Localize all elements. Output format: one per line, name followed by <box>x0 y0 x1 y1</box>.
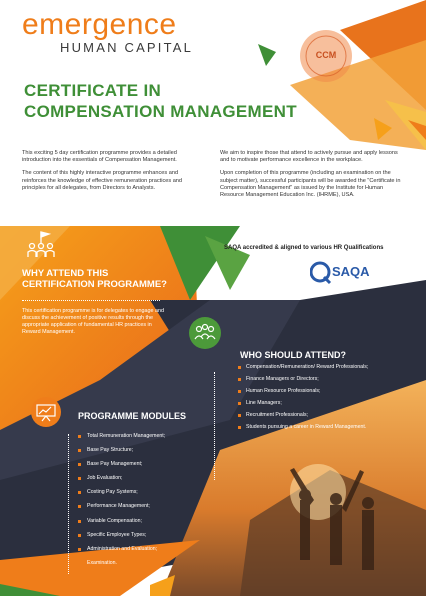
list-item: Performance Management; <box>78 503 228 510</box>
intro-paragraph: The content of this highly interactive programme enhances and reinforces the knowledge of effective remuneration practices and principles for all delegates, from Directors to Analysts. <box>22 170 183 191</box>
list-item: Base Pay Management; <box>78 461 228 468</box>
list-item: Students pursuing a career in Reward Management. <box>238 424 388 431</box>
list-item: Base Pay Structure; <box>78 447 228 454</box>
intro-left-column <box>22 150 204 198</box>
page-title <box>24 80 297 122</box>
who-should-attend-heading: WHO SHOULD ATTEND? <box>240 350 346 360</box>
list-item: Line Managers; <box>238 400 388 407</box>
list-item: Compensation/Remuneration/ Reward Professionals; <box>238 364 388 371</box>
list-item: Costing Pay Systems; <box>78 489 228 496</box>
why-title-line-1: WHY ATTEND THIS <box>22 268 109 279</box>
saqa-accreditation: SAQA accredited & aligned to various HR Qualifications <box>224 245 384 251</box>
intro-paragraph: We aim to inspire those that attend to actively pursue and apply lessons and to motivate performance excellence in the workplace. <box>220 150 398 164</box>
list-item: Job Evaluation; <box>78 475 228 482</box>
brand-name: emergence <box>22 8 177 41</box>
brand-logo <box>22 10 193 55</box>
people-group-icon <box>188 316 222 350</box>
title-line-2: COMPENSATION MANAGEMENT <box>24 102 297 121</box>
programme-modules-heading: PROGRAMME MODULES <box>78 411 186 421</box>
divider <box>68 434 69 574</box>
why-attend-heading <box>22 268 167 290</box>
intro-right-column <box>220 150 408 205</box>
intro-paragraph: Upon completion of this programme (including an examination on the subject matter), successful participants will be awarded the "Certificate in Compensation Management" as issued by the Institute for Human Resource Management Education Inc. (IHRME), USA. <box>220 170 401 199</box>
list-item: Specific Employee Types; <box>78 532 228 539</box>
list-item: Administration and Evaluation; <box>78 546 228 553</box>
who-should-attend-list <box>238 364 388 436</box>
ccm-seal-icon <box>298 28 354 84</box>
programme-modules-list <box>78 433 228 574</box>
seal-text: CCM <box>315 50 337 60</box>
divider <box>22 300 160 301</box>
title-line-1: CERTIFICATE IN <box>24 81 162 100</box>
presentation-board-icon <box>30 396 62 428</box>
list-item: Examination. <box>78 560 228 567</box>
why-attend-text: This certification programme is for delegates to engage and discuss the achievement of positive results through the appropriate application of fundamental HR practices in Reward Management. <box>22 308 165 335</box>
intro-paragraph: This exciting 5 day certification programme provides a detailed introduction into the essentials of Compensation Management. <box>22 150 177 164</box>
saqa-logo-icon <box>310 258 380 288</box>
team-flag-icon <box>26 230 56 260</box>
list-item: Variable Compensation; <box>78 518 228 525</box>
list-item: Total Remuneration Management; <box>78 433 228 440</box>
list-item: Human Resource Professionals; <box>238 388 388 395</box>
why-title-line-2: CERTIFICATION PROGRAMME? <box>22 279 167 290</box>
brand-subtitle: HUMAN CAPITAL <box>60 40 194 55</box>
list-item: Finance Managers or Directors; <box>238 376 388 383</box>
list-item: Recruitment Professionals; <box>238 412 388 419</box>
saqa-logo-text: SAQA <box>332 264 370 279</box>
